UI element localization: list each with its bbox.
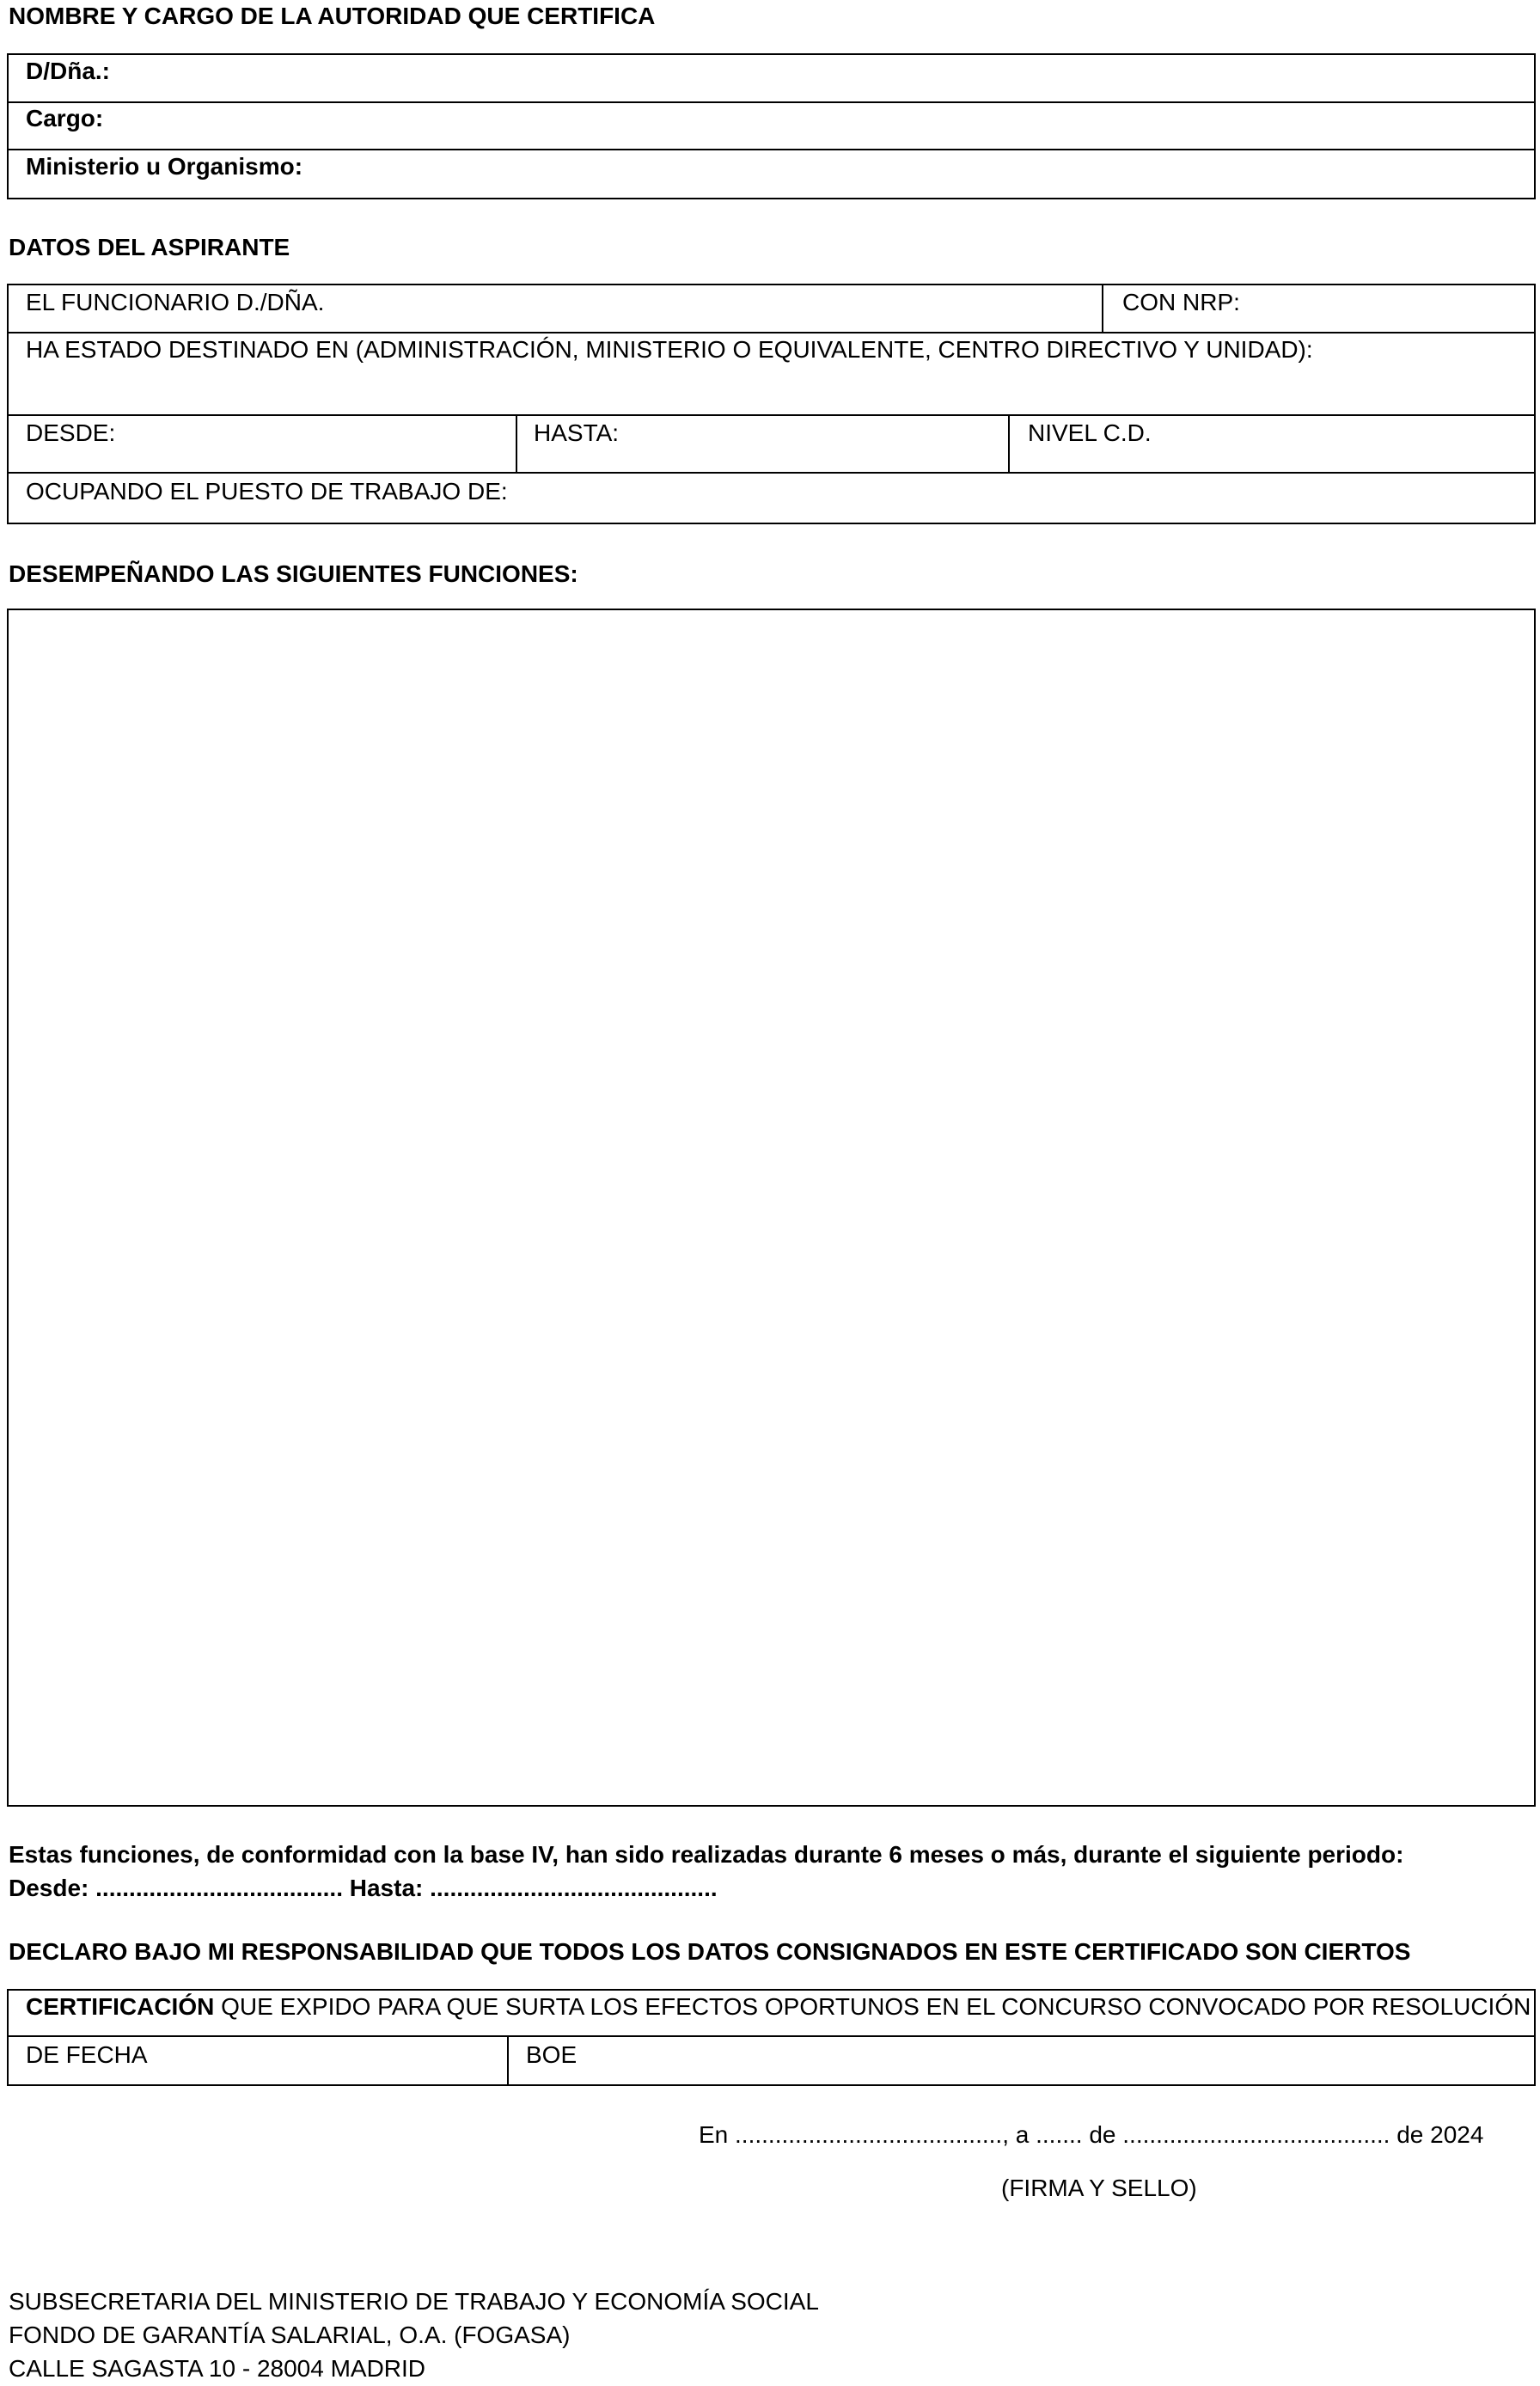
date-label: DE FECHA xyxy=(26,2041,148,2068)
functions-heading: DESEMPEÑANDO LAS SIGUIENTES FUNCIONES: xyxy=(9,560,578,587)
footer-line-3: CALLE SAGASTA 10 - 28004 MADRID xyxy=(9,2355,426,2382)
certification-rest: QUE EXPIDO PARA QUE SURTA LOS EFECTOS OPORTUNOS EN EL CONCURSO CONVOCADO POR RESOLUCIÓN xyxy=(214,1993,1531,2020)
level-label: NIVEL C.D. xyxy=(1028,419,1152,446)
authority-heading: NOMBRE Y CARGO DE LA AUTORIDAD QUE CERTIFICA xyxy=(9,3,656,29)
functions-box[interactable] xyxy=(7,609,1536,1807)
divider xyxy=(7,472,1536,474)
name-label: D/Dña.: xyxy=(26,58,110,84)
official-label: EL FUNCIONARIO D./DÑA. xyxy=(26,289,325,315)
divider xyxy=(7,2035,1536,2037)
signature-label: (FIRMA Y SELLO) xyxy=(1001,2175,1197,2201)
boe-label: BOE xyxy=(526,2041,578,2068)
period-line: Desde: ..................................... Hasta: ........................................... xyxy=(9,1875,718,1901)
ministry-label: Ministerio u Organismo: xyxy=(26,153,303,180)
post-label: OCUPANDO EL PUESTO DE TRABAJO DE: xyxy=(26,478,508,505)
to-label: HASTA: xyxy=(534,419,620,446)
footer-line-1: SUBSECRETARIA DEL MINISTERIO DE TRABAJO Y ECONOMÍA SOCIAL xyxy=(9,2288,819,2315)
assignment-label: HA ESTADO DESTINADO EN (ADMINISTRACIÓN, MINISTERIO O EQUIVALENTE, CENTRO DIRECTIVO Y UNIDAD): xyxy=(26,336,1313,363)
period-statement: Estas funciones, de conformidad con la base IV, han sido realizadas durante 6 meses o más, durante el siguiente periodo: xyxy=(9,1841,1404,1868)
divider xyxy=(1102,284,1103,333)
divider xyxy=(7,149,1536,150)
divider xyxy=(7,332,1536,333)
certification-bold: CERTIFICACIÓN xyxy=(26,1993,215,2020)
from-label: DESDE: xyxy=(26,419,116,446)
divider xyxy=(7,101,1536,103)
divider xyxy=(1008,414,1010,473)
certification-text xyxy=(26,1992,1531,2022)
divider xyxy=(516,414,517,473)
divider xyxy=(7,414,1536,416)
position-label: Cargo: xyxy=(26,105,104,132)
divider xyxy=(507,2035,509,2085)
footer-line-2: FONDO DE GARANTÍA SALARIAL, O.A. (FOGASA) xyxy=(9,2322,571,2348)
place-date-line: En ........................................, a ....... de ........................................ de 2024 xyxy=(699,2121,1484,2148)
nrp-label: CON NRP: xyxy=(1122,289,1240,315)
declaration: DECLARO BAJO MI RESPONSABILIDAD QUE TODOS LOS DATOS CONSIGNADOS EN ESTE CERTIFICADO SON CIERTOS xyxy=(9,1938,1411,1965)
applicant-heading: DATOS DEL ASPIRANTE xyxy=(9,234,290,260)
